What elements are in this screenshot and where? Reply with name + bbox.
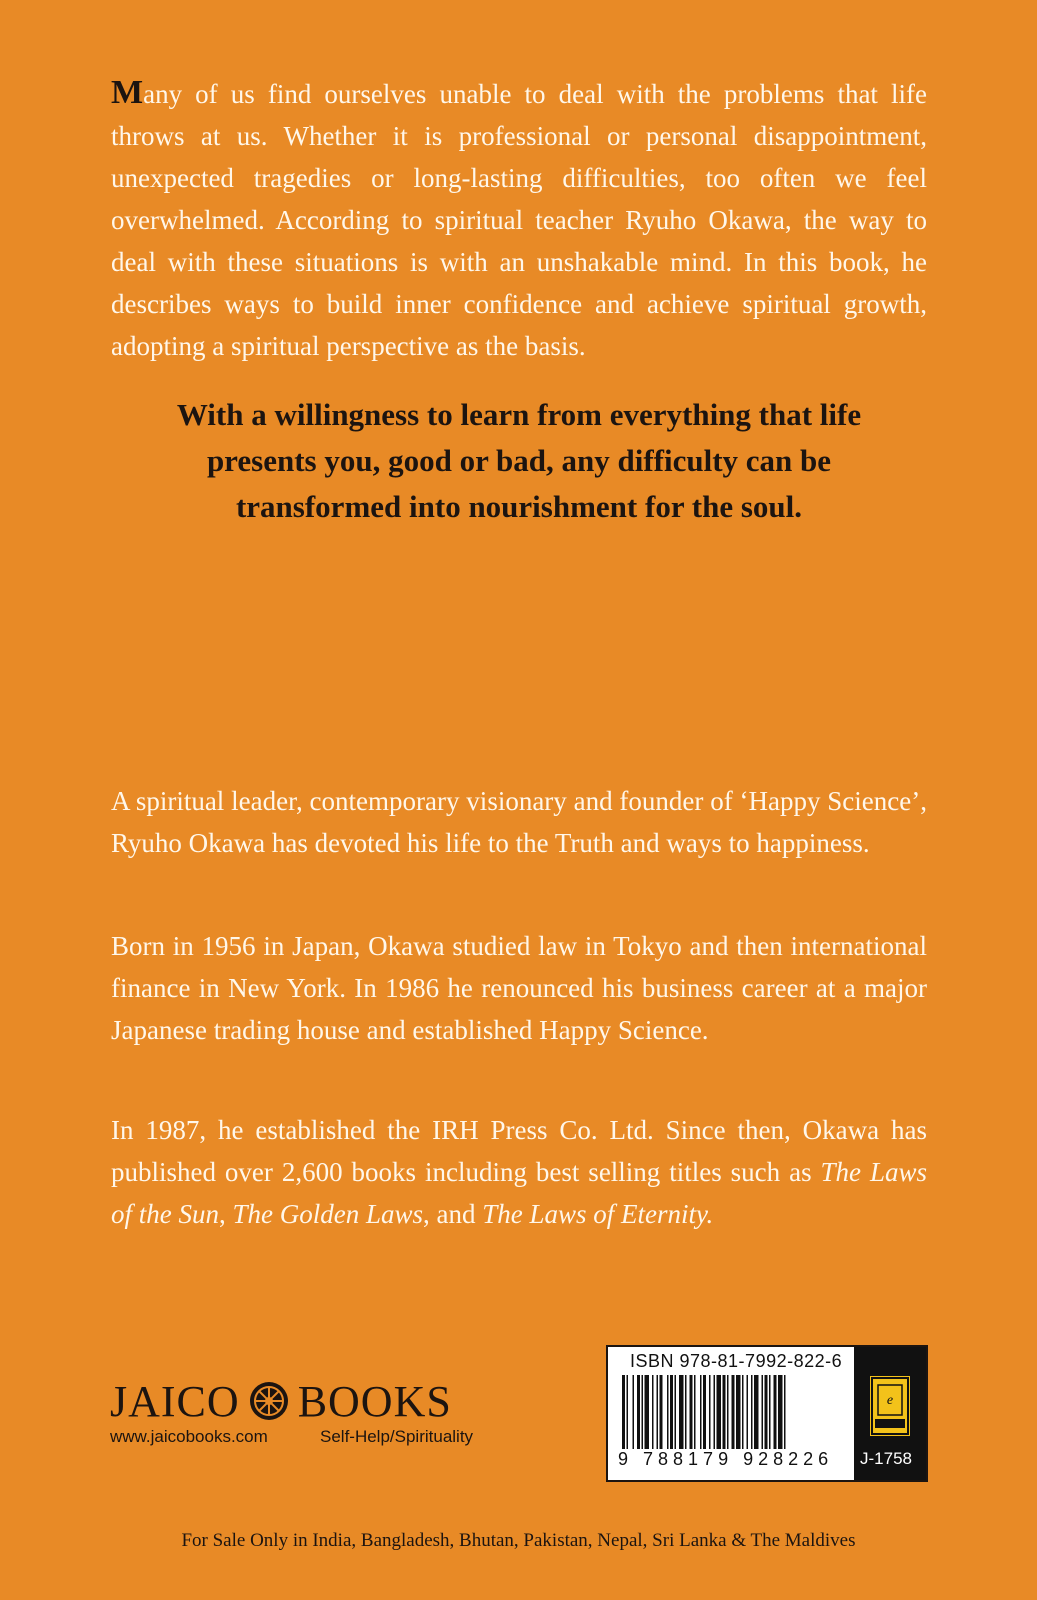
book-title-laws-of-eternity: The Laws of Eternity. xyxy=(482,1199,714,1229)
quote-line-3: transformed into nourishment for the soul. xyxy=(235,489,803,524)
barcode-bars xyxy=(622,1375,848,1449)
dharma-wheel-icon xyxy=(248,1380,290,1422)
isbn-barcode xyxy=(606,1345,928,1482)
book-title-laws-of-sun: The Laws of the Sun xyxy=(111,1157,927,1229)
quote-line-1: With a willingness to learn from everything that life xyxy=(176,397,862,432)
quote-line-2: presents you, good or bad, any difficulty can be xyxy=(206,443,832,478)
publisher-name-left: JAICO xyxy=(110,1376,240,1426)
bio-p3-text: In 1987, he established the IRH Press Co. Ltd. Since then, Okawa has published over 2,600 books including best selling titles such as xyxy=(111,1115,927,1187)
book-category: Self-Help/Spirituality xyxy=(320,1427,474,1446)
title-separator: , xyxy=(219,1199,233,1229)
intro-paragraph xyxy=(111,72,927,367)
publisher-website[interactable]: www.jaicobooks.com xyxy=(110,1427,268,1446)
bio-paragraph-1: A spiritual leader, contemporary visionary and founder of ‘Happy Science’, Ryuho Okawa has devoted his life to the Truth and ways to happiness. xyxy=(111,786,927,858)
bio-paragraph-3 xyxy=(111,1109,927,1235)
catalog-code: J-1758 xyxy=(860,1449,912,1468)
bio-paragraph-2: Born in 1956 in Japan, Okawa studied law in Tokyo and then international finance in New York. In 1986 he renounced his business career at a major Japanese trading house and established Happy Science. xyxy=(111,931,927,1045)
book-title-golden-laws: The Golden Laws xyxy=(232,1199,424,1229)
publisher-name-right: BOOKS xyxy=(297,1376,452,1426)
barcode-digits: 9 788179 928226 xyxy=(618,1449,834,1469)
barcode-side-panel xyxy=(854,1347,926,1480)
title-separator: , and xyxy=(423,1199,483,1229)
svg-text:e: e xyxy=(886,1393,894,1408)
sale-territory-notice: For Sale Only in India, Bangladesh, Bhutan, Pakistan, Nepal, Sri Lanka & The Maldives xyxy=(181,1530,856,1551)
ebook-available-icon xyxy=(871,1377,909,1435)
intro-text: any of us find ourselves unable to deal with the problems that life throws at us. Whether it is professional or personal disappointment, unexpected tragedies or long-lasting difficulties, too often we feel overwhelmed. According to spiritual teacher Ryuho Okawa, the way to deal with these situations is with an unshakable mind. In this book, he describes ways to build inner confidence and achieve spiritual growth, adopting a spiritual perspective as the basis. xyxy=(111,79,927,361)
pull-quote xyxy=(111,392,927,530)
isbn-number: ISBN 978-81-7992-822-6 xyxy=(630,1351,843,1371)
publisher-logo xyxy=(110,1374,452,1428)
drop-cap: M xyxy=(111,74,144,111)
